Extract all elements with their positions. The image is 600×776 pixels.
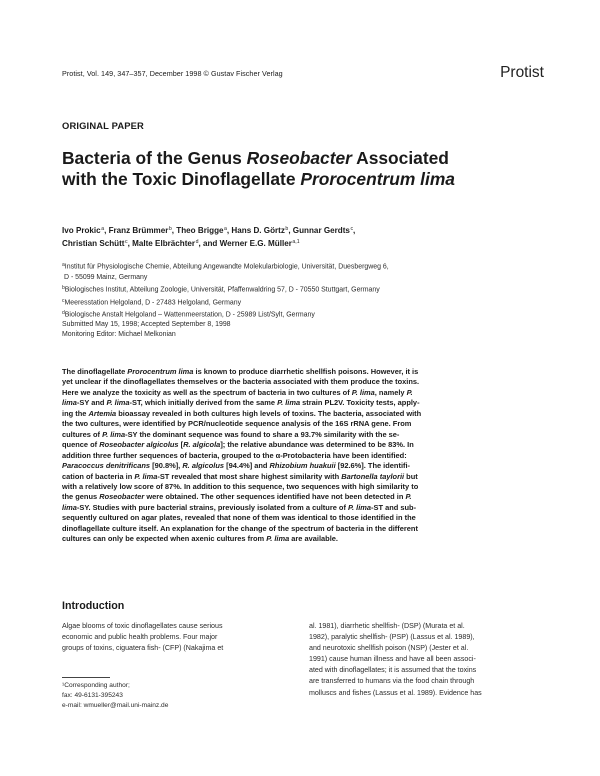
- abstract-line: [62, 367, 540, 377]
- submitted-date: Submitted May 15, 1998; Accepted September 8, 1998: [62, 321, 231, 328]
- article-title: [62, 148, 552, 190]
- abstract-run: -SY and: [76, 398, 107, 408]
- abstract-run: -SY. Studies with pure bacterial strains, previously isolated from a culture of: [76, 502, 349, 512]
- affiliation-line: D - 55099 Mainz, Germany: [64, 273, 148, 281]
- footnote-rule: [62, 677, 110, 678]
- abstract-run: are available.: [289, 534, 338, 544]
- abstract-run: , namely: [374, 387, 407, 397]
- journal-brand: Protist: [500, 64, 544, 81]
- abstract-run: with a relatively low score of 87%. In addition to this sequence, two sequences with high similarity to: [62, 481, 419, 491]
- abstract-line: [62, 513, 540, 523]
- abstract-italic-run: P. lima: [106, 398, 130, 408]
- body-line: molluscs and fishes (Lassus et al. 1989). Evidence has: [309, 688, 482, 697]
- abstract-italic-run: P. lima: [351, 387, 375, 397]
- title-line-1: Bacteria of the Genus Roseobacter Associated: [62, 148, 449, 168]
- abstract-italic-run: P. lima: [102, 429, 126, 439]
- footnote: [62, 681, 168, 710]
- abstract-line: [62, 482, 540, 492]
- abstract-italic-run: P.: [406, 387, 413, 397]
- body-line: economic and public health problems. Four major: [62, 633, 218, 642]
- abstract-run: is known to produce diarrhetic shellfish poisons. However, it is: [193, 367, 419, 376]
- affiliation-line: $^d$Biologische Anstalt Helgoland – Wattenmeerstation, D - 25989 List/Sylt, Germany: [62, 310, 315, 319]
- section-label: ORIGINAL PAPER: [62, 120, 144, 131]
- abstract-line: [62, 398, 540, 408]
- abstract-run: but: [404, 471, 418, 481]
- abstract-italic-run: P. lima: [134, 471, 158, 481]
- author-line-1: Ivo Prokic$^a$, Franz Brümmer$^b$, Theo Brigge$^a$, Hans D. Görtz$^b$, Gunnar Gerdts$^c$,: [62, 226, 356, 235]
- abstract-run: ing the: [62, 408, 89, 418]
- abstract-italic-run: Paracoccus denitrificans: [62, 461, 151, 471]
- author-list: [62, 224, 552, 249]
- abstract-run: -ST revealed that most share highest similarity with: [157, 471, 342, 481]
- body-line: al. 1981), diarrhetic shellfish- (DSP) (Murata et al.: [309, 622, 465, 630]
- abstract-run: cultures can only be expected when axenic cultures from: [62, 534, 267, 544]
- affiliation-line: $^b$Biologisches Institut, Abteilung Zoologie, Universität, Pfaffenwaldring 57, D - 70550 Stuttgart, Germany: [62, 284, 380, 294]
- abstract-run: [94.4%] and: [224, 461, 270, 471]
- abstract-run: ]; the relative abundance was determined to be 83%. In: [220, 440, 414, 450]
- abstract-italic-run: lima: [62, 502, 77, 512]
- body-line: groups of toxins, ciguatera fish- (CFP) (Nakajima et: [62, 644, 224, 653]
- abstract-italic-run: R. algicolus: [182, 461, 225, 471]
- abstract-run: quence of: [62, 440, 100, 450]
- abstract-italic-run: Roseobacter: [99, 492, 145, 502]
- abstract-run: -ST, which initially derived from the same: [129, 398, 278, 408]
- abstract-line: [62, 492, 540, 502]
- abstract-run: the two cultures, were identified by PCR/nucleotide sequence analysis of the 16S rRNA gene. From: [62, 419, 412, 429]
- body-line: Algae blooms of toxic dinoflagellates cause serious: [62, 622, 223, 630]
- abstract-run: The dinoflagellate: [62, 367, 128, 376]
- abstract-run: dinoflagellate culture itself. An explanation for the change of the spectrum of bacteria in the different: [62, 523, 418, 533]
- submission-dates: [62, 320, 231, 340]
- abstract-line: [62, 534, 540, 544]
- abstract-italic-run: R. algicola: [183, 440, 221, 450]
- abstract-italic-run: lima: [62, 398, 77, 408]
- abstract-run: the genus: [62, 492, 100, 502]
- abstract-italic-run: Rhizobium huakuii: [269, 461, 336, 471]
- abstract-line: [62, 472, 540, 482]
- abstract-italic-run: P. lima: [266, 534, 290, 544]
- abstract-line: [62, 388, 540, 398]
- abstract-line: [62, 419, 540, 429]
- introduction-heading: Introduction: [62, 600, 125, 612]
- author-line-2: Christian Schütt$^c$, Malte Elbrächter$^d$, and Werner E.G. Müller$^{a,1}$: [62, 238, 300, 248]
- abstract-run: -ST and sub-: [371, 502, 417, 512]
- body-line: 1991) cause human illness and have all been associ-: [309, 655, 476, 664]
- abstract-italic-run: P.: [405, 492, 412, 502]
- abstract-line: [62, 461, 540, 471]
- abstract-line: [62, 409, 540, 419]
- abstract-run: [92.6%]. The identifi-: [335, 461, 411, 471]
- journal-citation: Protist, Vol. 149, 347–357, December 1998 © Gustav Fischer Verlag: [62, 69, 283, 78]
- abstract-line: [62, 377, 540, 387]
- abstract-italic-run: P. lima: [348, 502, 372, 512]
- abstract-italic-run: Roseobacter algicolus: [99, 440, 179, 450]
- title-line-2: with the Toxic Dinoflagellate Prorocentrum lima: [62, 169, 455, 189]
- abstract-line: [62, 524, 540, 534]
- body-line: are transferred to humans via the food chain through: [309, 677, 475, 686]
- abstract-italic-run: Prorocentrum lima: [127, 367, 194, 376]
- abstract-italic-run: Artemia: [88, 408, 117, 418]
- footnote-line: fax: 49-6131-395243: [62, 691, 123, 699]
- abstract-line: [62, 440, 540, 450]
- abstract-italic-run: Bartonella taylorii: [341, 471, 405, 481]
- footnote-line: e-mail: wmueller@mail.uni-mainz.de: [62, 701, 169, 709]
- abstract-run: were obtained. The other sequences identified have not been detected in: [144, 492, 406, 502]
- affiliations: [62, 260, 552, 321]
- abstract-run: bioassay revealed in both cultures high levels of toxins. The bacteria, associated with: [116, 408, 422, 418]
- abstract-run: sequently cultured on agar plates, revealed that none of them was identical to those identified in the: [62, 513, 416, 523]
- abstract-run: addition three further sequences of bacteria, grouped to the α-Protobacteria have been identified:: [62, 450, 407, 460]
- abstract-run: -SY the dominant sequence was found to share a 93.7% similarity with the se-: [125, 429, 400, 439]
- affiliation-line: $^c$Meeresstation Helgoland, D - 27483 Helgoland, Germany: [62, 297, 242, 307]
- body-line: ated with dinoflagellates; it is assumed that the toxins: [309, 666, 477, 675]
- abstract-run: Here we analyze the toxicity as well as the spectrum of bacteria in two cultures of: [62, 387, 352, 397]
- abstract-run: [90.8%],: [150, 461, 183, 471]
- affiliation-line: $^a$Institut für Physiologische Chemie, Abteilung Angewandte Molekularbiologie, Universität, Duesbergweg 6,: [62, 262, 389, 271]
- abstract-run: cultures of: [62, 429, 103, 439]
- abstract-run: yet unclear if the dinoflagellates themselves or the bacteria associated with them produce the toxins.: [62, 377, 420, 387]
- abstract-line: [62, 430, 540, 440]
- body-line: 1982), paralytic shellfish- (PSP) (Lassus et al. 1989),: [309, 633, 475, 642]
- footnote-line: ¹Corresponding author;: [62, 682, 130, 689]
- abstract-line: [62, 451, 540, 461]
- abstract: [62, 367, 540, 545]
- body-line: and neurotoxic shellfish poison (NSP) (Jester et al.: [309, 644, 469, 653]
- intro-left-column: [62, 621, 290, 654]
- abstract-italic-run: P. lima: [277, 398, 301, 408]
- abstract-run: [: [178, 440, 184, 450]
- monitoring-editor: Monitoring Editor: Michael Melkonian: [62, 331, 176, 338]
- abstract-run: strain PL2V. Toxicity tests, apply-: [300, 398, 420, 408]
- abstract-line: [62, 503, 540, 513]
- abstract-run: cation of bacteria in: [62, 471, 135, 481]
- intro-right-column: [309, 621, 545, 699]
